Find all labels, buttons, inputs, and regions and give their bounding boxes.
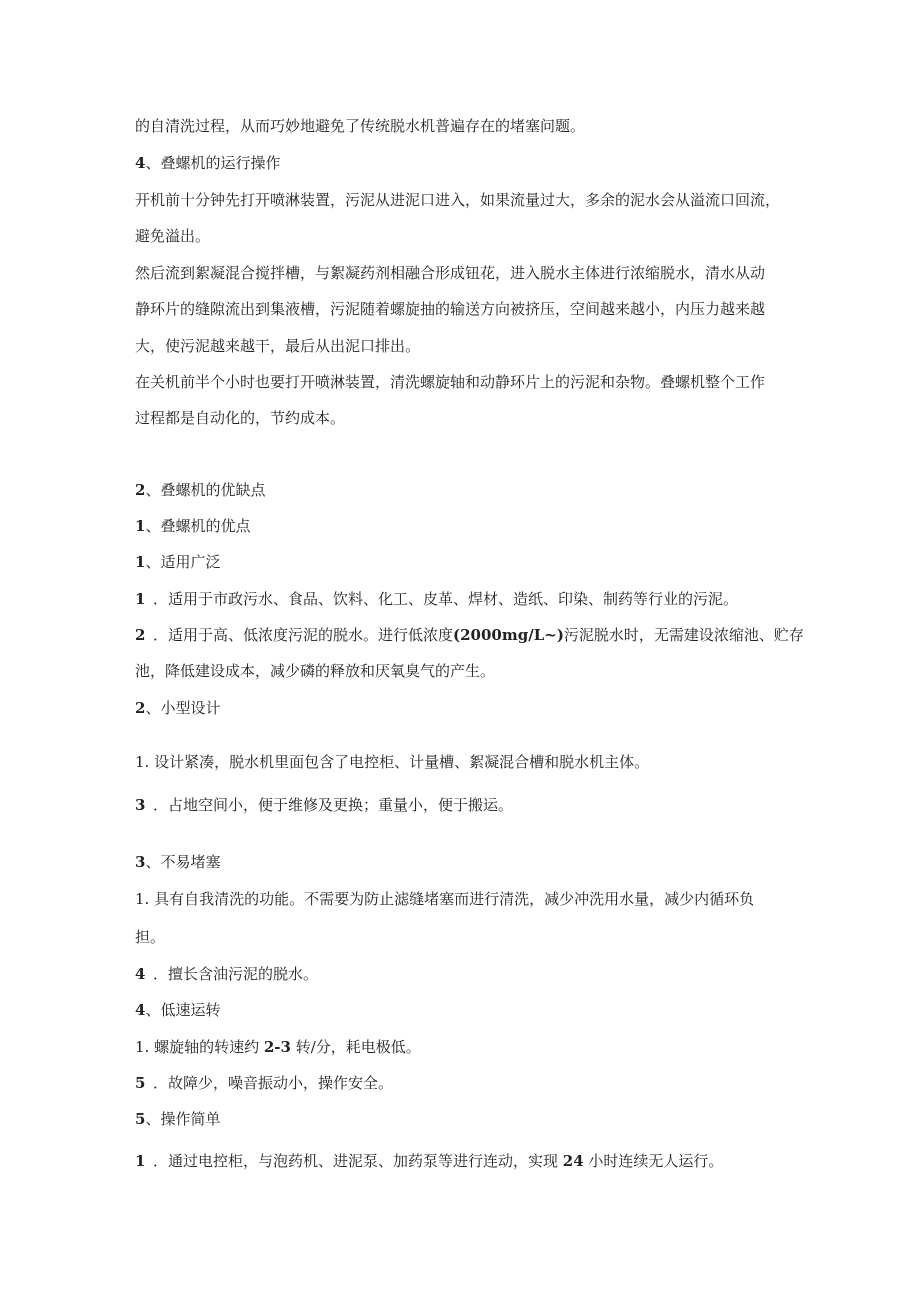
heading-number: 2 xyxy=(135,699,146,717)
subheading-low-speed xyxy=(135,1000,220,1020)
subheading-no-clog xyxy=(135,852,220,872)
heading-number: 2 xyxy=(135,481,146,499)
item-text: ．故障少，噪音振动小，操作安全。 xyxy=(153,1074,394,1092)
heading-text: 、叠螺机的运行操作 xyxy=(145,154,281,172)
paragraph-line: 大，使污泥越来越干，最后从出泥口排出。 xyxy=(135,337,421,355)
heading-text: 、叠螺机的优缺点 xyxy=(145,481,266,499)
subheading-wide-use xyxy=(135,552,220,572)
list-item xyxy=(135,1073,393,1093)
heading-text: 、叠螺机的优点 xyxy=(145,517,251,535)
item-text: ．适用于市政污水、食品、饮料、化工、皮革、焊材、造纸、印染、制药等行业的污泥。 xyxy=(153,590,739,608)
item-text: ．通过电控柜，与泡药机、进泥泵、加药泵等进行连动，实现 xyxy=(153,1152,563,1170)
item-number: 3 xyxy=(135,796,146,814)
subheading-easy-operation xyxy=(135,1109,220,1129)
list-item xyxy=(135,1151,723,1171)
list-item xyxy=(135,589,738,609)
item-text: 转/分，耗电极低。 xyxy=(290,1038,421,1056)
list-item xyxy=(135,964,318,984)
item-text: 小时连续无人运行。 xyxy=(583,1152,724,1170)
subheading-compact xyxy=(135,698,220,718)
list-item xyxy=(135,795,513,815)
section-heading-pros xyxy=(135,516,250,536)
heading-text: 、不易堵塞 xyxy=(145,853,221,871)
paragraph-line: 开机前十分钟先打开喷淋装置，污泥从进泥口进入，如果流量过大，多余的泥水会从溢流口回流， xyxy=(135,191,781,209)
item-text: 污泥脱水时，无需建设浓缩池、贮存 xyxy=(563,626,804,644)
item-text: ．擅长含油污泥的脱水。 xyxy=(153,965,319,983)
paragraph-line: 然后流到絮凝混合搅拌槽，与絮凝药剂相融合形成钮花，进入脱水主体进行浓缩脱水，清水从动 xyxy=(135,264,766,282)
heading-number: 1 xyxy=(135,517,146,535)
heading-text: 、操作简单 xyxy=(145,1110,221,1128)
paragraph-line: 在关机前半个小时也要打开喷淋装置，清洗螺旋轴和动静环片上的污泥和杂物。叠螺机整个工作 xyxy=(135,373,766,391)
heading-number: 4 xyxy=(135,1001,146,1019)
list-item xyxy=(135,625,804,645)
list-item: 1. 设计紧凑，脱水机里面包含了电控柜、计量槽、絮凝混合槽和脱水机主体。 xyxy=(135,753,650,771)
item-text-bold: (2000mg/L~) xyxy=(453,626,564,644)
heading-text: 、适用广泛 xyxy=(145,553,221,571)
paragraph-line: 过程都是自动化的，节约成本。 xyxy=(135,409,346,427)
item-number: 5 xyxy=(135,1074,146,1092)
paragraph-line: 静环片的缝隙流出到集液槽，污泥随着螺旋抽的输送方向被挤压，空间越来越小，内压力越来越 xyxy=(135,300,766,318)
item-text-bold: 2-3 xyxy=(263,1038,291,1056)
list-item-continuation: 担。 xyxy=(135,928,166,946)
list-item: 1. 具有自我清洗的功能。不需要为防止滤缝堵塞而进行清洗，减少冲洗用水量，减少内循环负 xyxy=(135,890,755,908)
section-heading-pros-cons xyxy=(135,480,265,500)
heading-text: 、小型设计 xyxy=(145,699,221,717)
item-text: 1. 螺旋轴的转速约 xyxy=(135,1038,264,1056)
section-heading-operation xyxy=(135,153,280,173)
heading-number: 4 xyxy=(135,154,146,172)
item-number: 1 xyxy=(135,1152,146,1170)
item-text-bold: 24 xyxy=(562,1152,584,1170)
item-number: 2 xyxy=(135,626,146,644)
heading-text: 、低速运转 xyxy=(145,1001,221,1019)
paragraph-line: 避免溢出。 xyxy=(135,227,211,245)
item-number: 4 xyxy=(135,965,146,983)
list-item xyxy=(135,1037,421,1057)
item-text: ．占地空间小，便于维修及更换；重量小，便于搬运。 xyxy=(153,796,514,814)
item-text: ．适用于高、低浓度污泥的脱水。进行低浓度 xyxy=(153,626,454,644)
heading-number: 5 xyxy=(135,1110,146,1128)
paragraph-line: 的自清洗过程，从而巧妙地避免了传统脱水机普遍存在的堵塞问题。 xyxy=(135,117,586,135)
heading-number: 1 xyxy=(135,553,146,571)
item-number: 1 xyxy=(135,590,146,608)
list-item-continuation: 池，降低建设成本，减少磷的释放和厌氧臭气的产生。 xyxy=(135,662,496,680)
heading-number: 3 xyxy=(135,853,146,871)
